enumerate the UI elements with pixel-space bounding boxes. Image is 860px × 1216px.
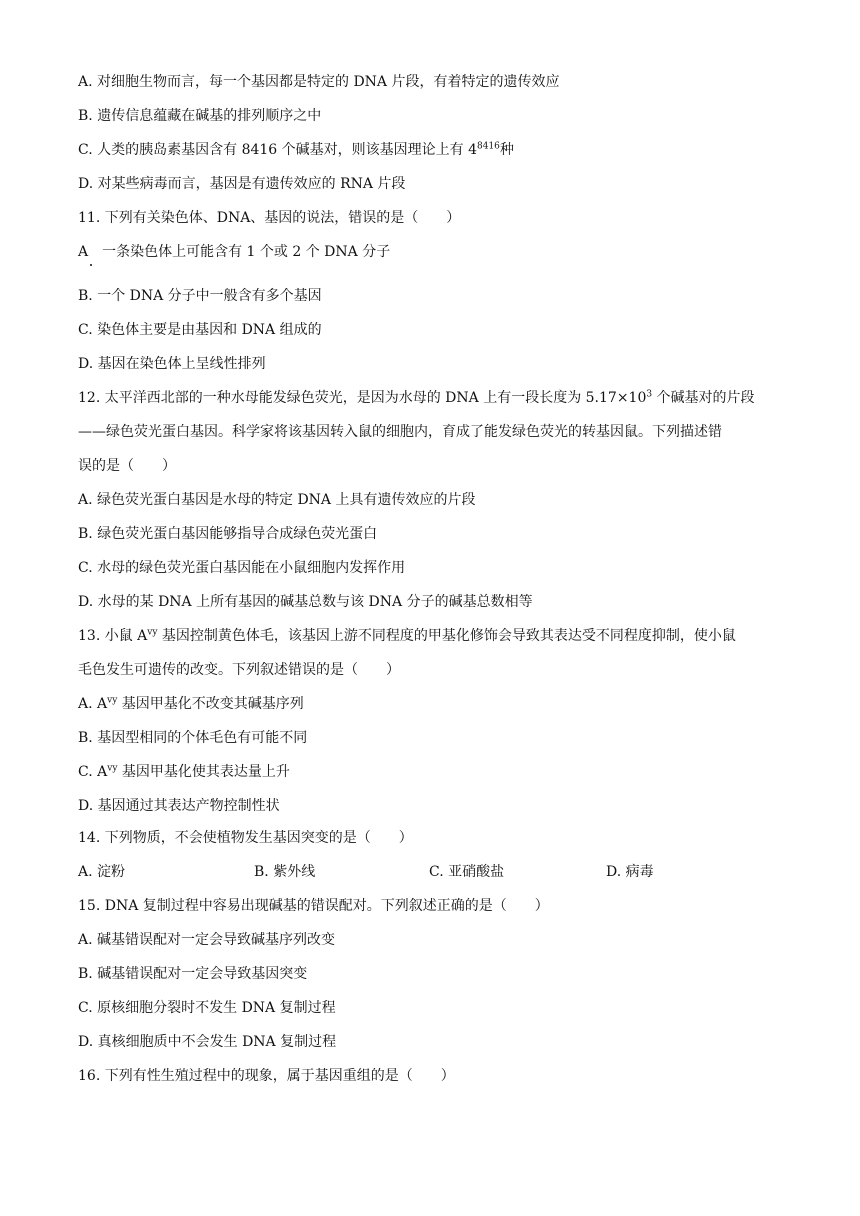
q12-option-d: D. 水母的某 DNA 上所有基因的碱基总数与该 DNA 分子的碱基总数相等 bbox=[78, 594, 533, 610]
q10-option-c bbox=[78, 140, 514, 160]
q15-option-a: A. 碱基错误配对一定会导致碱基序列改变 bbox=[78, 932, 336, 948]
q14-stem: 14. 下列物质，不会使植物发生基因突变的是（ ） bbox=[78, 830, 413, 846]
q12-stem-line-3: 误的是（ ） bbox=[78, 458, 176, 474]
q14-option-a: A. 淀粉 bbox=[78, 864, 126, 880]
q12-option-a: A. 绿色荧光蛋白基因是水母的特定 DNA 上具有遗传效应的片段 bbox=[78, 492, 476, 508]
q13-option-d: D. 基因通过其表达产物控制性状 bbox=[78, 798, 280, 814]
q11-option-d: D. 基因在染色体上呈线性排列 bbox=[78, 356, 266, 372]
q14-option-d: D. 病毒 bbox=[606, 864, 654, 880]
q13-stem-superscript: vy bbox=[147, 627, 158, 638]
q10-option-b: B. 遗传信息蕴藏在碱基的排列顺序之中 bbox=[78, 108, 322, 124]
q15-option-d: D. 真核细胞质中不会发生 DNA 复制过程 bbox=[78, 1034, 337, 1050]
q13-option-c-superscript: vy bbox=[107, 763, 118, 774]
q10-option-c-text: C. 人类的胰岛素基因含有 8416 个碱基对，则该基因理论上有 4 bbox=[78, 142, 477, 158]
q10-option-d: D. 对某些病毒而言，基因是有遗传效应的 RNA 片段 bbox=[78, 176, 406, 192]
q15-stem: 15. DNA 复制过程中容易出现碱基的错误配对。下列叙述正确的是（ ） bbox=[78, 898, 549, 914]
q13-option-c-text: C. A bbox=[78, 764, 108, 780]
q13-stem-text: 13. 小鼠 A bbox=[78, 628, 148, 644]
q10-option-c-exponent: 8416 bbox=[477, 141, 500, 152]
q12-stem-exponent: 3 bbox=[646, 389, 653, 400]
q13-option-a bbox=[78, 694, 304, 714]
q12-option-c: C. 水母的绿色荧光蛋白基因能在小鼠细胞内发挥作用 bbox=[78, 560, 406, 576]
q13-option-b: B. 基因型相同的个体毛色有可能不同 bbox=[78, 730, 308, 746]
q11-stem: 11. 下列有关染色体、DNA、基因的说法，错误的是（ ） bbox=[78, 210, 461, 226]
q14-option-c: C. 亚硝酸盐 bbox=[429, 864, 505, 880]
q13-option-a-suffix: 基因甲基化不改变其碱基序列 bbox=[117, 696, 304, 712]
q13-option-c bbox=[78, 762, 290, 782]
q11-option-a-dot bbox=[90, 264, 92, 266]
q11-option-a: A 一条染色体上可能含有 1 个或 2 个 DNA 分子 bbox=[78, 244, 391, 260]
q13-option-a-text: A. A bbox=[78, 696, 108, 712]
q12-stem-text: 12. 太平洋西北部的一种水母能发绿色荧光，是因为水母的 DNA 上有一段长度为 5.17×10 bbox=[78, 390, 647, 406]
q13-stem-line-1 bbox=[78, 626, 736, 646]
q12-stem-line-2: ——绿色荧光蛋白基因。科学家将该基因转入鼠的细胞内，育成了能发绿色荧光的转基因鼠。下列描述错 bbox=[78, 424, 722, 440]
q13-option-c-suffix: 基因甲基化使其表达量上升 bbox=[117, 764, 290, 780]
q16-stem: 16. 下列有性生殖过程中的现象，属于基因重组的是（ ） bbox=[78, 1068, 455, 1084]
q15-option-c: C. 原核细胞分裂时不发生 DNA 复制过程 bbox=[78, 1000, 336, 1016]
q10-option-c-suffix: 种 bbox=[499, 142, 514, 158]
q13-stem-line-2: 毛色发生可遗传的改变。下列叙述错误的是（ ） bbox=[78, 662, 400, 678]
q14-options-row bbox=[78, 862, 778, 882]
q13-option-a-superscript: vy bbox=[107, 695, 118, 706]
q15-option-b: B. 碱基错误配对一定会导致基因突变 bbox=[78, 966, 308, 982]
q11-option-c: C. 染色体主要是由基因和 DNA 组成的 bbox=[78, 322, 322, 338]
q12-stem-line-1 bbox=[78, 388, 755, 408]
q13-stem-suffix: 基因控制黄色体毛，该基因上游不同程度的甲基化修饰会导致其表达受不同程度抑制，使小鼠 bbox=[157, 628, 736, 644]
q14-option-b: B. 紫外线 bbox=[254, 864, 316, 880]
q10-option-a: A. 对细胞生物而言，每一个基因都是特定的 DNA 片段，有着特定的遗传效应 bbox=[78, 74, 560, 90]
q11-option-b: B. 一个 DNA 分子中一般含有多个基因 bbox=[78, 288, 322, 304]
q12-option-b: B. 绿色荧光蛋白基因能够指导合成绿色荧光蛋白 bbox=[78, 526, 378, 542]
q12-stem-suffix: 个碱基对的片段 bbox=[652, 390, 755, 406]
